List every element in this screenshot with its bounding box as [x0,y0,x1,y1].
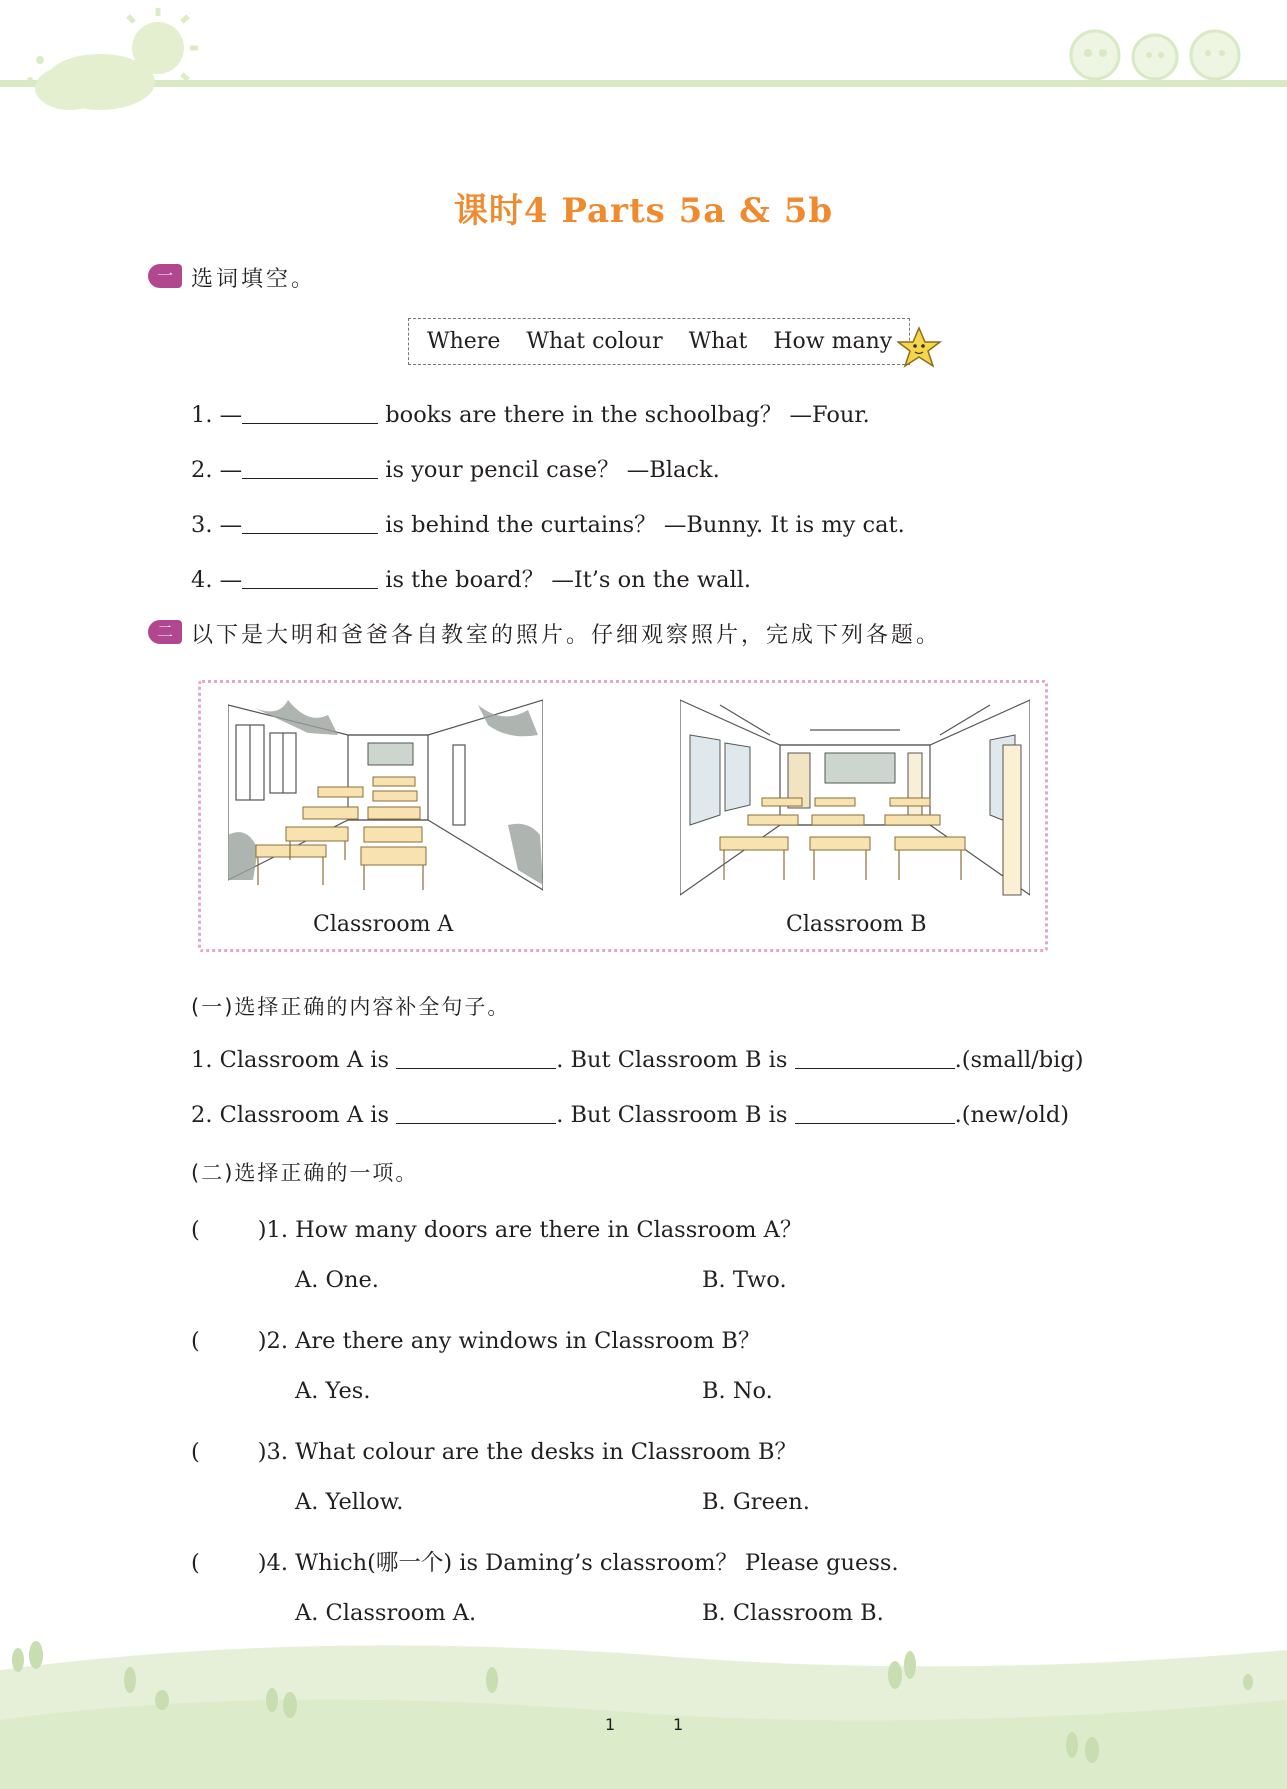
page-number-right: 1 [673,1715,684,1734]
fill-question-3 [191,507,905,539]
sentence-end: .(small/big) [954,1047,1084,1073]
answer-blank[interactable] [242,533,378,534]
fill-question-4 [191,562,751,594]
option-b: B. Two. [702,1267,787,1293]
question-text: is the board？ —It’s on the wall. [385,567,752,593]
option-b: B. No. [702,1378,773,1404]
page-number-left: 1 [605,1715,616,1734]
animal-faces-decoration [1055,25,1255,85]
answer-blank[interactable] [242,478,378,479]
choice-question-4 [191,1545,899,1577]
answer-blank[interactable] [242,423,378,424]
choice-question-1 [191,1212,802,1244]
sentence-middle: . But Classroom B is [556,1047,788,1073]
option-b: B. Classroom B. [702,1600,884,1626]
question-number: 4. — [191,567,243,593]
option-a: A. Yes. [295,1378,371,1404]
option-a: A. Yellow. [295,1489,404,1515]
question-text: )2. Are there any windows in Classroom B？ [257,1328,761,1354]
word-bank [408,318,910,365]
question-number: 3. — [191,512,243,538]
classroom-a-caption: Classroom A [313,912,454,937]
answer-blank[interactable] [396,1068,556,1069]
answer-blank[interactable] [242,588,378,589]
fill-question-2 [191,452,720,484]
answer-paren[interactable]: ( [191,1550,200,1576]
answer-blank[interactable] [795,1068,955,1069]
sentence-end: .(new/old) [954,1102,1070,1128]
answer-paren[interactable]: ( [191,1217,200,1243]
answer-blank[interactable] [795,1123,955,1124]
question-text: is behind the curtains？ —Bunny. It is my cat. [385,512,905,538]
question-text: books are there in the schoolbag？ —Four. [385,402,870,428]
question-text: )3. What colour are the desks in Classroom B？ [257,1439,798,1465]
option-a: A. Classroom A. [295,1600,477,1626]
question-number: 2. — [191,457,243,483]
question-text: is your pencil case？ —Black. [385,457,720,483]
choice-question-2 [191,1323,760,1355]
choice-question-3 [191,1434,797,1466]
sentence-start: 2. Classroom A is [191,1102,390,1128]
section-one-badge: 一 [148,264,182,288]
complete-sentence-1 [191,1047,1084,1073]
section-one-instruction: 选词填空。 [191,267,317,292]
word-bank-item: What colour [526,329,663,354]
answer-blank[interactable] [396,1123,556,1124]
part-one-heading: (一)选择正确的内容补全句子。 [191,995,511,1019]
answer-paren[interactable]: ( [191,1328,200,1354]
word-bank-item: What [688,329,748,354]
word-bank-item: How many [773,329,893,354]
word-bank-item: Where [427,329,501,354]
sun-cloud-decoration [0,0,220,120]
question-text: )1. How many doors are there in Classroom A？ [257,1217,803,1243]
star-mascot-icon [897,326,945,370]
option-a: A. One. [295,1267,379,1293]
complete-sentence-2 [191,1102,1069,1128]
sentence-start: 1. Classroom A is [191,1047,390,1073]
classroom-b-caption: Classroom B [786,912,927,937]
footer-landscape [0,1630,1287,1789]
question-text: )4. Which(哪一个) is Daming’s classroom？ Please guess. [257,1550,899,1576]
fill-question-1 [191,397,870,429]
section-two-instruction: 以下是大明和爸爸各自教室的照片。仔细观察照片，完成下列各题。 [191,623,942,648]
question-number: 1. — [191,402,243,428]
option-b: B. Green. [702,1489,810,1515]
part-two-heading: (二)选择正确的一项。 [191,1161,419,1185]
answer-paren[interactable]: ( [191,1439,200,1465]
lesson-title: 课时4 Parts 5a & 5b [453,191,834,231]
sentence-middle: . But Classroom B is [556,1102,788,1128]
classroom-b-image [680,695,1030,900]
section-two-badge: 二 [148,620,182,644]
classroom-a-image [228,695,543,895]
